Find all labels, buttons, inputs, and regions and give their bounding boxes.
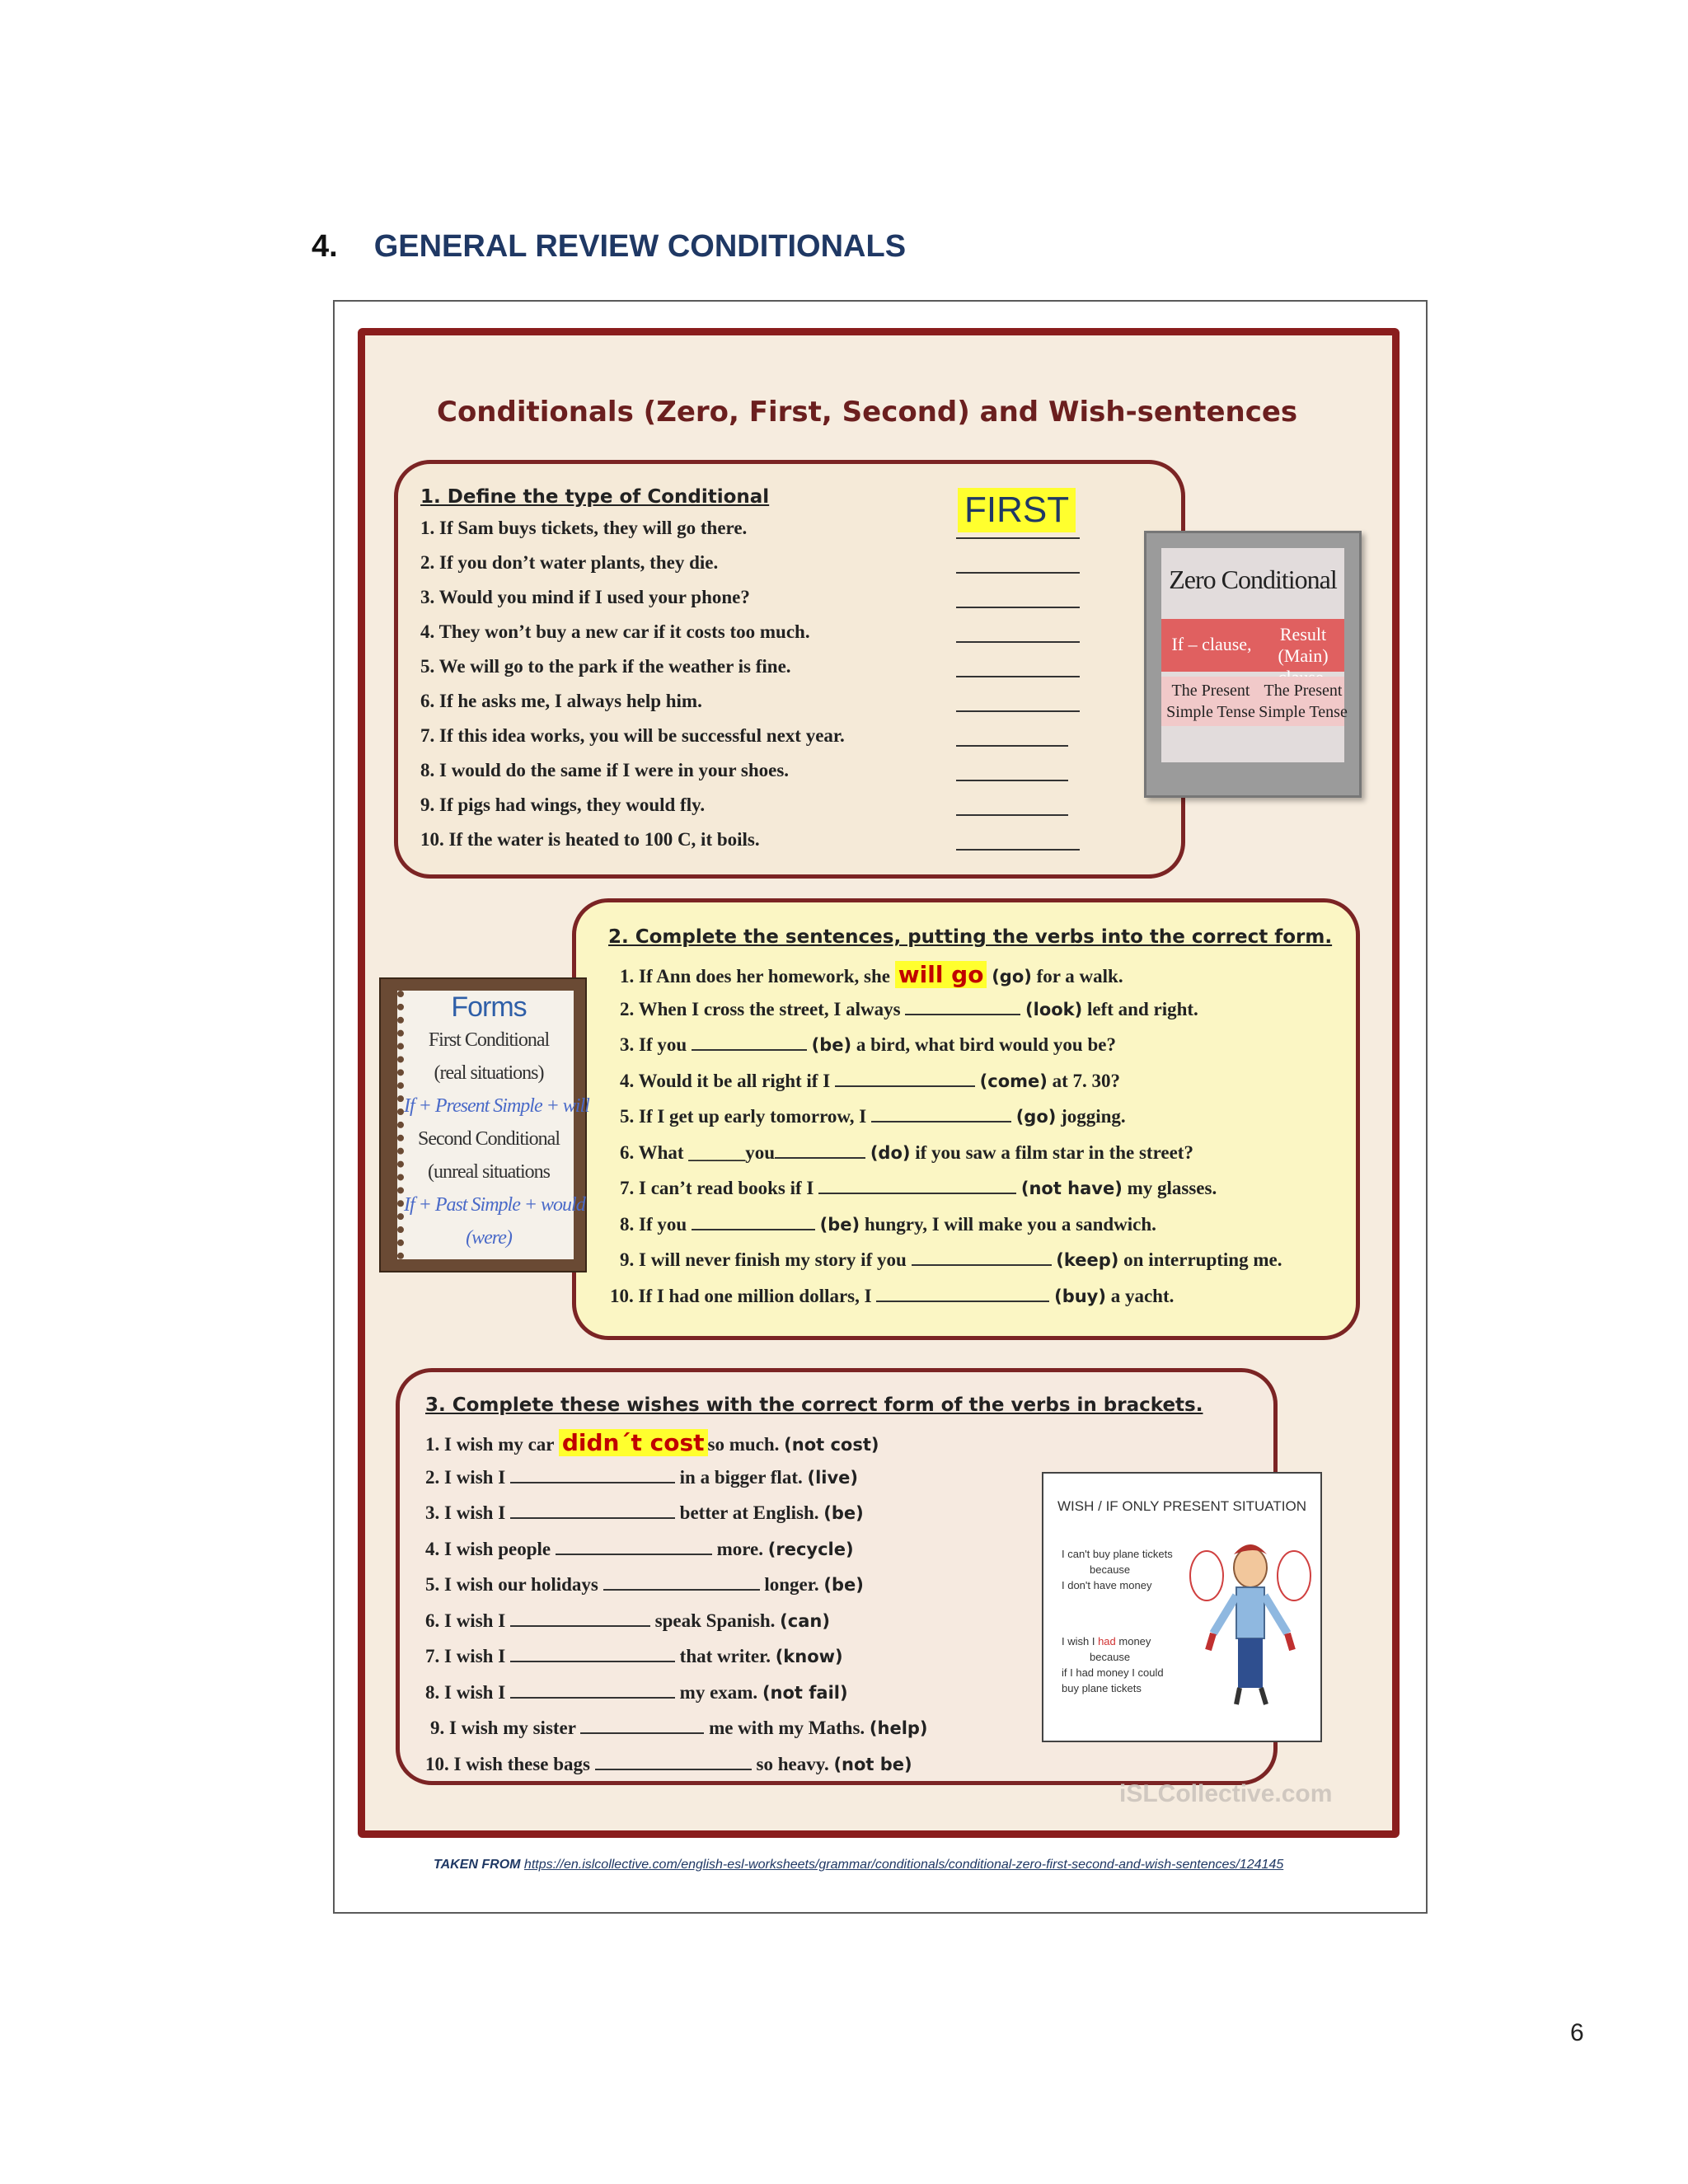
section2-item: 9. I will never finish my story if you (keep) on interrupting me. <box>620 1249 1282 1270</box>
zero-col1-head: If – clause, <box>1171 634 1252 654</box>
section2-item: 10. If I had one million dollars, I (buy) a yacht. <box>610 1285 1175 1306</box>
forms-title: Forms <box>451 991 527 1023</box>
answer-blank[interactable] <box>510 1644 675 1662</box>
section3-item: 5. I wish our holidays longer. (be) <box>425 1574 864 1595</box>
answer-blank[interactable] <box>775 1141 865 1159</box>
source-citation <box>434 1858 1283 1872</box>
wish-title: WISH / IF ONLY PRESENT SITUATION <box>1057 1498 1306 1514</box>
wish-line-7: buy plane tickets <box>1062 1682 1142 1694</box>
answer-blank[interactable] <box>580 1716 704 1734</box>
answer-blank[interactable] <box>556 1537 712 1555</box>
wish-line-4: I wish I had money <box>1062 1635 1151 1647</box>
answer-blank[interactable] <box>510 1501 675 1519</box>
section1-item: 4. They won’t buy a new car if it costs too much. <box>420 621 810 642</box>
answer-blank[interactable] <box>956 813 1068 816</box>
zero-col1-body: The Present Simple Tense <box>1166 682 1255 721</box>
zero-col2-head: Result (Main) <box>1278 624 1329 666</box>
wish-line-3: I don't have money <box>1062 1579 1152 1591</box>
wish-illustration <box>1042 1472 1322 1742</box>
section2-item: 6. What ______you (do) if you saw a film star in the street? <box>620 1141 1193 1163</box>
answer-blank[interactable] <box>956 605 1080 608</box>
cartoon-man-icon <box>1189 1535 1312 1716</box>
section2-item: 4. Would it be all right if I (come) at 7. 30? <box>620 1070 1121 1091</box>
wish-line-5: because <box>1090 1651 1131 1663</box>
section1-title: 1. Define the type of Conditional <box>420 486 770 508</box>
answer-blank[interactable] <box>510 1465 675 1483</box>
forms-line-2: (real situations) <box>434 1062 544 1084</box>
answer-blank[interactable] <box>835 1069 975 1087</box>
answer-blank[interactable] <box>905 997 1020 1015</box>
answer-blank[interactable] <box>912 1248 1052 1266</box>
wish-line-6: if I had money I could <box>1062 1666 1164 1679</box>
section3-title: 3. Complete these wishes with the correct form of the verbs in brackets. <box>425 1394 1203 1416</box>
section3-item: 9. I wish my sister me with my Maths. (help) <box>430 1718 928 1738</box>
section2-item: 7. I can’t read books if I (not have) my glasses. <box>620 1178 1217 1198</box>
forms-line-5: (unreal situations <box>428 1161 550 1183</box>
section3-answer-1: didn´t cost <box>559 1429 708 1456</box>
section-number: 4. <box>312 229 338 264</box>
wish-line-2: because <box>1090 1563 1131 1576</box>
answer-blank[interactable] <box>510 1680 675 1699</box>
section3-item: 1. I wish my car didn´t cost so much. (not cost) <box>425 1429 879 1456</box>
answer-blank[interactable] <box>956 709 1080 712</box>
forms-line-4: Second Conditional <box>418 1128 560 1150</box>
answer-blank[interactable] <box>510 1609 650 1627</box>
source-label: TAKEN FROM <box>434 1858 521 1872</box>
section2-item: 1. If Ann does her homework, she will go (go) for a walk. <box>620 961 1123 988</box>
answer-blank[interactable] <box>871 1104 1011 1122</box>
answer-blank[interactable] <box>956 570 1080 574</box>
answer-blank[interactable] <box>956 743 1068 747</box>
section2-title: 2. Complete the sentences, putting the verbs into the correct form. <box>608 926 1333 948</box>
source-link[interactable]: https://en.islcollective.com/english-esl-worksheets/grammar/conditionals/conditional-zero-first-second-and-wish-sentences/124145 <box>523 1858 1284 1872</box>
answer-blank[interactable] <box>956 640 1080 643</box>
answer-blank[interactable] <box>603 1572 760 1591</box>
zero-panel-title: Zero Conditional <box>1169 565 1337 594</box>
section1-item: 3. Would you mind if I used your phone? <box>420 587 750 607</box>
section1-item: 1. If Sam buys tickets, they will go there. <box>420 518 748 538</box>
forms-line-6: If + Past Simple + would <box>404 1194 585 1216</box>
section1-item: 8. I would do the same if I were in your shoes. <box>420 760 790 780</box>
section-heading <box>312 229 906 265</box>
section3-item: 3. I wish I better at English. (be) <box>425 1502 864 1523</box>
zero-conditional-panel <box>1144 531 1362 798</box>
zero-col2-body: The Present Simple Tense <box>1259 682 1348 721</box>
section3-item: 10. I wish these bags so heavy. (not be) <box>425 1753 912 1774</box>
section3-item: 8. I wish I my exam. (not fail) <box>425 1681 848 1703</box>
section1-answer-1: FIRST <box>958 488 1076 532</box>
answer-blank[interactable] <box>956 674 1080 677</box>
section2-item: 2. When I cross the street, I always (look) left and right. <box>620 998 1198 1019</box>
section1-item: 6. If he asks me, I always help him. <box>420 691 702 711</box>
answer-blank[interactable] <box>692 1212 815 1230</box>
section1-item: 9. If pigs had wings, they would fly. <box>420 794 706 815</box>
section1-item: 5. We will go to the park if the weather is fine. <box>420 656 791 677</box>
watermark: iSLCollective.com <box>1119 1780 1333 1807</box>
answer-blank[interactable] <box>956 847 1080 851</box>
answer-blank[interactable] <box>956 536 1080 539</box>
section1-item: 2. If you don’t water plants, they die. <box>420 552 719 573</box>
section2-answer-1: will go <box>895 961 987 988</box>
section2-item: 5. If I get up early tomorrow, I (go) jogging. <box>620 1106 1126 1127</box>
worksheet-title: Conditionals (Zero, First, Second) and Wish-sentences <box>437 396 1298 429</box>
forms-line-1: First Conditional <box>428 1029 550 1051</box>
section2-item: 8. If you (be) hungry, I will make you a sandwich. <box>620 1213 1156 1235</box>
answer-blank[interactable] <box>692 1033 807 1051</box>
answer-blank[interactable] <box>956 778 1068 781</box>
section3-item: 2. I wish I in a bigger flat. (live) <box>425 1466 859 1488</box>
section1-item: 7. If this idea works, you will be successful next year. <box>420 725 845 746</box>
zero-panel-body <box>1161 677 1348 726</box>
section3-item: 6. I wish I speak Spanish. (can) <box>425 1610 830 1631</box>
section1-item: 10. If the water is heated to 100 C, it boils. <box>420 829 760 850</box>
zero-panel-header <box>1161 619 1344 672</box>
forms-panel <box>379 977 587 1272</box>
answer-blank[interactable] <box>595 1752 752 1770</box>
section-title: GENERAL REVIEW CONDITIONALS <box>373 229 907 264</box>
answer-blank[interactable] <box>818 1176 1016 1194</box>
forms-line-7: (were) <box>466 1227 512 1249</box>
forms-line-3: If + Present Simple + will <box>404 1095 589 1117</box>
section2-item: 3. If you (be) a bird, what bird would you be? <box>620 1034 1116 1055</box>
section3-item: 4. I wish people more. (recycle) <box>425 1538 854 1559</box>
section3-item: 7. I wish I that writer. (know) <box>425 1646 843 1666</box>
answer-blank[interactable] <box>876 1284 1049 1302</box>
wish-line-1: I can't buy plane tickets <box>1062 1548 1173 1560</box>
page-number: 6 <box>1570 2019 1584 2046</box>
